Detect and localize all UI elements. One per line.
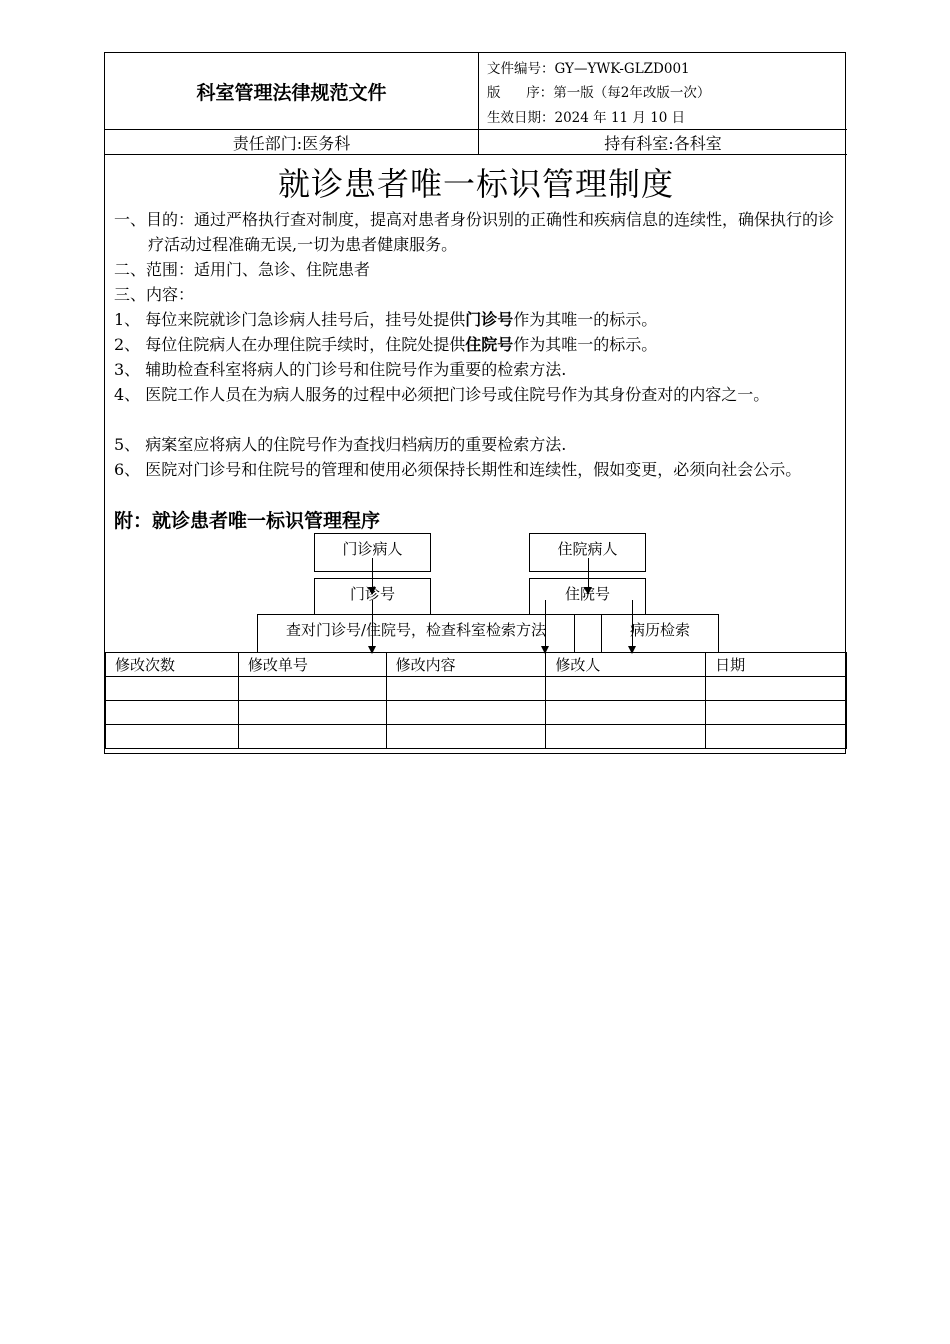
table-row [106, 725, 847, 749]
column-header: 修改次数 [106, 653, 239, 677]
document-body [105, 154, 847, 655]
page-title: 就诊患者唯一标识管理制度 [277, 165, 674, 203]
doc-number: 文件编号：GY—YWK-GLZD001 [487, 61, 690, 77]
list-item: 1、 每位来院就诊门急诊病人挂号后，挂号处提供门诊号作为其唯一的标示。 [114, 310, 658, 329]
list-item: 2、 每位住院病人在办理住院手续时，住院处提供住院号作为其唯一的标示。 [114, 335, 658, 354]
list-item: 3、 辅助检查科室将病人的门诊号和住院号作为重要的检索方法. [114, 360, 567, 379]
document-category: 科室管理法律规范文件 [105, 53, 479, 130]
flow-arrow [632, 600, 633, 653]
table-cell [238, 677, 386, 701]
table-cell [706, 725, 847, 749]
table-cell [106, 677, 239, 701]
list-item: 4、 医院工作人员在为病人服务的过程中必须把门诊号或住院号作为其身份查对的内容之一。 [114, 385, 770, 404]
effective-date: 生效日期：2024 年 11 月 10 日 [487, 110, 686, 126]
table-cell [106, 725, 239, 749]
revision-table [105, 652, 847, 749]
list-item: 6、 医院对门诊号和住院号的管理和使用必须保持长期性和连续性，假如变更，必须向社会公示。 [114, 460, 802, 479]
content-heading: 三、内容： [114, 285, 195, 304]
table-cell [106, 701, 239, 725]
purpose-paragraph: 一、目的：通过严格执行查对制度，提高对患者身份识别的正确性和疾病信息的连续性，确保执行的诊疗活动过程准确无误,一切为患者健康服务。 [114, 210, 835, 254]
table-cell [386, 677, 546, 701]
table-cell [546, 701, 706, 725]
list-item: 5、 病案室应将病人的住院号作为查找归档病历的重要检索方法. [114, 435, 567, 454]
holding-department: 持有科室:各科室 [604, 134, 722, 153]
document-header [105, 53, 847, 130]
flow-arrow [372, 600, 373, 653]
doc-version: 版 序：第一版（每2年改版一次） [487, 85, 711, 101]
document-meta [479, 53, 847, 130]
flow-box-outpatient: 门诊病人 [314, 533, 431, 572]
flow-box-check: 查对门诊号/住院号，检查科室检索方法 [257, 614, 575, 653]
table-cell [238, 725, 386, 749]
table-cell [706, 677, 847, 701]
table-cell [386, 725, 546, 749]
flow-box-inpatient-number: 住院号 [529, 578, 646, 615]
column-header: 修改人 [546, 653, 706, 677]
flow-arrow [588, 558, 589, 594]
table-cell [386, 701, 546, 725]
flow-arrow [372, 558, 373, 594]
table-cell [546, 725, 706, 749]
table-row [106, 677, 847, 701]
table-cell [546, 677, 706, 701]
scope-paragraph: 二、范围：适用门、急诊、住院患者 [114, 260, 371, 279]
column-header: 日期 [706, 653, 847, 677]
flow-arrow [545, 600, 546, 653]
flow-box-inpatient: 住院病人 [529, 533, 646, 572]
document-frame [104, 52, 846, 754]
column-header: 修改内容 [386, 653, 546, 677]
flow-box-outpatient-number: 门诊号 [314, 578, 431, 615]
table-cell [706, 701, 847, 725]
annex-title: 附：就诊患者唯一标识管理程序 [114, 510, 381, 532]
column-header: 修改单号 [238, 653, 386, 677]
flow-box-record-retrieval: 病历检索 [601, 614, 719, 653]
responsibility-row [105, 129, 847, 155]
table-cell [238, 701, 386, 725]
table-row [106, 701, 847, 725]
responsible-department: 责任部门:医务科 [105, 130, 479, 155]
table-header-row [106, 653, 847, 677]
